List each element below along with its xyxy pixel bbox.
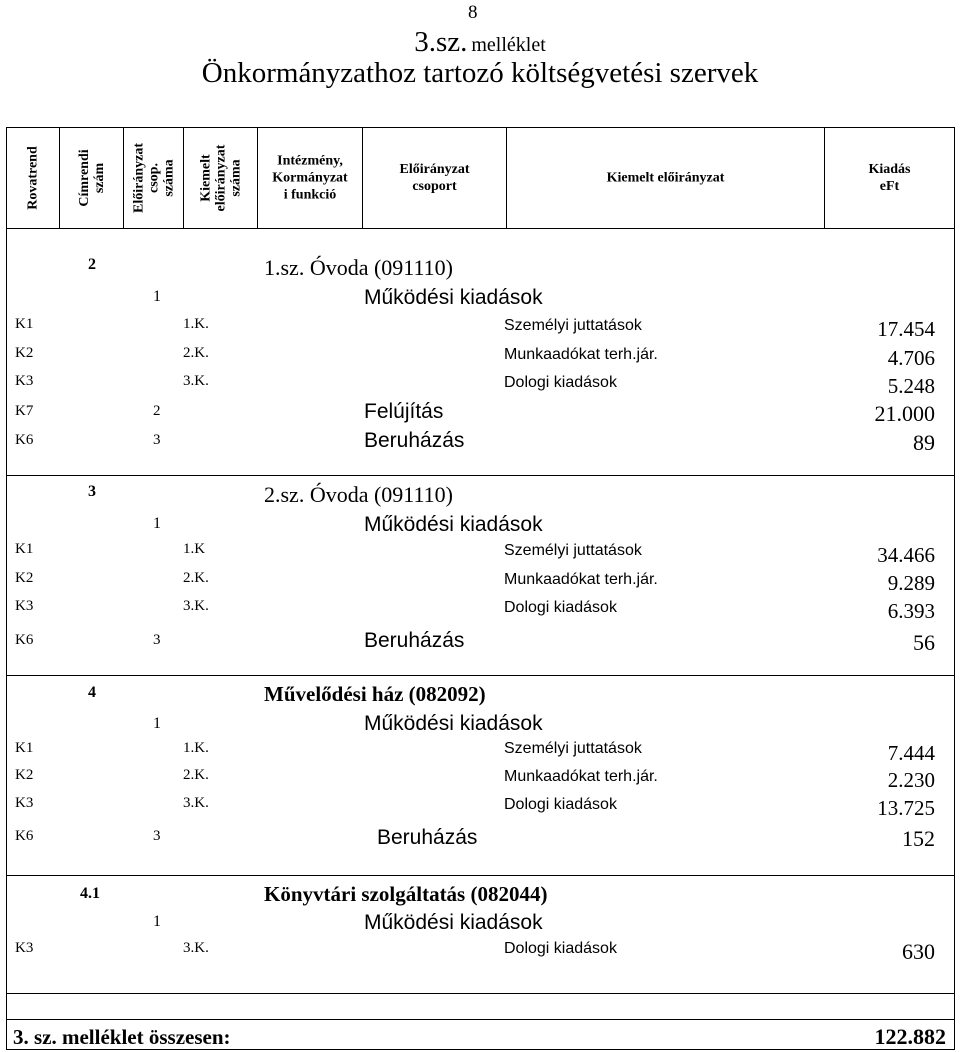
kiemelt-code: 2.K. xyxy=(183,570,209,586)
group-number: 1 xyxy=(153,288,161,305)
item-name: Személyi juttatások xyxy=(504,317,642,334)
item-value: 7.444 xyxy=(887,741,935,765)
section-title: Művelődési ház (082092) xyxy=(264,682,486,706)
item-name: Személyi juttatások xyxy=(504,542,642,559)
kiemelt-code: 2.K. xyxy=(183,345,209,361)
header-intezmeny-funkcio: Intézmény, Kormányzat i funkció xyxy=(258,128,363,228)
rovat-code: K1 xyxy=(15,740,34,756)
item-value: 630 xyxy=(902,939,935,964)
kiemelt-code: 2.K. xyxy=(183,767,209,783)
item-name: Felújítás xyxy=(364,400,444,423)
row-separator xyxy=(7,475,954,476)
section-title: 1.sz. Óvoda (091110) xyxy=(264,255,453,280)
item-name: Beruházás xyxy=(377,826,478,849)
item-value: 152 xyxy=(902,826,935,851)
group-number: 3 xyxy=(153,432,161,448)
section-title: 2.sz. Óvoda (091110) xyxy=(264,482,453,507)
annex-label: melléklet xyxy=(471,34,546,56)
item-name: Dologi kiadások xyxy=(504,599,617,616)
item-name: Beruházás xyxy=(364,629,465,652)
total-row xyxy=(6,1019,955,1050)
group-title: Működési kiadások xyxy=(364,513,543,536)
section-number: 4.1 xyxy=(80,885,100,902)
kiemelt-code: 1.K. xyxy=(183,740,209,756)
group-title: Működési kiadások xyxy=(364,712,543,735)
item-name: Dologi kiadások xyxy=(504,796,617,813)
rovat-code: K2 xyxy=(15,767,34,783)
item-value: 17.454 xyxy=(877,317,935,341)
annex-title xyxy=(0,26,960,59)
group-number: 1 xyxy=(153,715,161,732)
kiemelt-code: 3.K. xyxy=(183,373,209,389)
page-number: 8 xyxy=(468,2,478,23)
item-name: Dologi kiadások xyxy=(504,940,617,957)
header-kiemelt-eloiranyzat-szama: Kiemelt előirányzat száma xyxy=(184,128,258,228)
item-value: 6.393 xyxy=(887,599,935,623)
group-number: 2 xyxy=(153,403,161,419)
section-number: 3 xyxy=(88,483,96,500)
rovat-code: K3 xyxy=(15,940,34,956)
header-kiadas-eft: Kiadás eFt xyxy=(868,162,911,194)
item-value: 4.706 xyxy=(887,346,935,370)
item-name: Munkaadókat terh.jár. xyxy=(504,571,658,588)
item-name: Személyi juttatások xyxy=(504,740,642,757)
section-title: Könyvtári szolgáltatás (082044) xyxy=(264,882,548,906)
item-value: 9.289 xyxy=(887,571,935,595)
rovat-code: K6 xyxy=(15,632,34,648)
annex-number: 3.sz. xyxy=(414,26,468,58)
rovat-code: K7 xyxy=(15,403,34,419)
header-rovatrend: Rovatrend xyxy=(7,128,60,228)
item-value: 5.248 xyxy=(887,374,935,398)
rovat-code: K1 xyxy=(15,541,34,557)
item-value: 56 xyxy=(913,630,935,655)
rovat-code: K1 xyxy=(15,316,34,332)
header-eloiranyzat-csop-szama: Előirányzat csop. száma xyxy=(124,128,184,228)
item-name: Munkaadókat terh.jár. xyxy=(504,346,658,363)
rovat-code: K2 xyxy=(15,570,34,586)
header-eloiranyzat-csoport: Előirányzat csoport xyxy=(363,128,507,228)
rovat-code: K3 xyxy=(15,598,34,614)
row-separator xyxy=(7,675,954,676)
kiemelt-code: 3.K. xyxy=(183,795,209,811)
row-separator xyxy=(7,875,954,876)
group-title: Működési kiadások xyxy=(364,286,543,309)
kiemelt-code: 1.K. xyxy=(183,316,209,332)
rovat-code: K3 xyxy=(15,373,34,389)
rovat-code: K6 xyxy=(15,828,34,844)
header-kiemelt-eloiranyzat: Kiemelt előirányzat xyxy=(507,128,825,228)
table-body xyxy=(6,229,955,1020)
group-number: 1 xyxy=(153,913,161,930)
group-number: 3 xyxy=(153,828,161,844)
rovat-code: K2 xyxy=(15,345,34,361)
item-value: 21.000 xyxy=(874,401,935,426)
section-number: 2 xyxy=(88,256,96,273)
page-title: Önkormányzathoz tartozó költségvetési szervek xyxy=(201,57,759,89)
group-number: 3 xyxy=(153,632,161,648)
kiemelt-code: 3.K. xyxy=(183,940,209,956)
item-value: 89 xyxy=(913,430,935,455)
item-name: Dologi kiadások xyxy=(504,374,617,391)
group-title: Működési kiadások xyxy=(364,911,543,934)
kiemelt-code: 3.K. xyxy=(183,598,209,614)
rovat-code: K6 xyxy=(15,432,34,448)
item-name: Beruházás xyxy=(364,429,465,452)
total-label: 3. sz. melléklet összesen: xyxy=(13,1025,231,1049)
rovat-code: K3 xyxy=(15,795,34,811)
item-name: Munkaadókat terh.jár. xyxy=(504,768,658,785)
header-cimrendi-szam: Címrendi szám xyxy=(60,128,124,228)
kiemelt-code: 1.K xyxy=(183,541,206,557)
item-value: 2.230 xyxy=(887,768,935,792)
item-value: 13.725 xyxy=(877,796,935,820)
total-value: 122.882 xyxy=(874,1024,946,1049)
item-value: 34.466 xyxy=(877,543,935,567)
table-header xyxy=(6,127,955,229)
row-separator xyxy=(7,993,954,994)
section-number: 4 xyxy=(88,684,96,701)
group-number: 1 xyxy=(153,515,161,532)
